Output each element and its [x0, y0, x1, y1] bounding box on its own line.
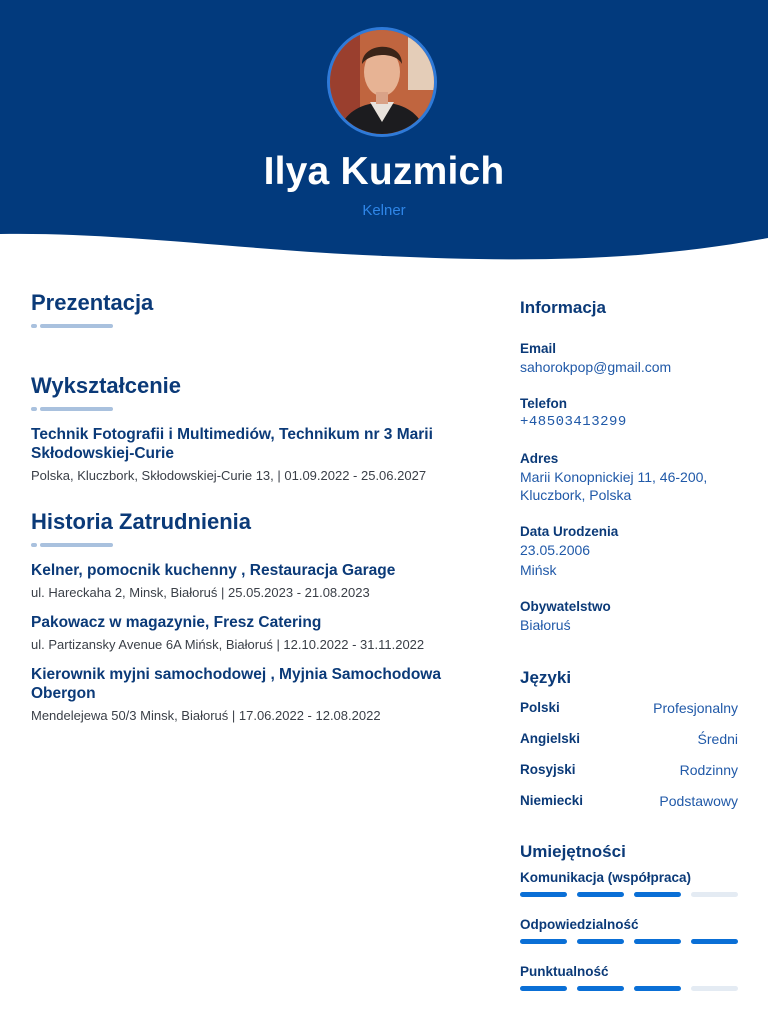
education-item-title: Technik Fotografii i Multimediów, Technikum nr 3 Marii Skłodowskiej-Curie	[31, 426, 433, 462]
education-item-details: Polska, Kluczbork, Skłodowskiej-Curie 13, | 01.09.2022 - 25.06.2027	[31, 468, 427, 483]
language-row	[520, 723, 738, 754]
info-phone	[520, 396, 738, 431]
language-name: Rosyjski	[520, 762, 576, 777]
email-label: Email	[520, 341, 557, 356]
skill-item	[520, 870, 738, 897]
birth-label: Data Urodzenia	[520, 524, 619, 539]
skill-segment-filled	[520, 939, 567, 944]
email-value[interactable]: sahorokpop@gmail.com	[520, 359, 672, 375]
employment-item-details: Mendelejewa 50/3 Minsk, Białoruś | 17.06.2022 - 12.08.2022	[31, 708, 381, 723]
language-name: Angielski	[520, 731, 581, 746]
education-section	[31, 373, 471, 483]
header-banner	[0, 0, 768, 262]
skill-segment-filled	[691, 939, 738, 944]
language-level: Podstawowy	[659, 792, 738, 809]
skill-segment-filled	[577, 892, 624, 897]
skill-segment-filled	[577, 986, 624, 991]
section-title-education: Wykształcenie	[31, 373, 182, 398]
phone-label: Telefon	[520, 396, 567, 411]
birth-place-value: Mińsk	[520, 562, 557, 578]
language-level: Średni	[697, 730, 738, 747]
info-birth	[520, 524, 738, 579]
employment-item-title: Kierownik myjni samochodowej , Myjnia Samochodowa Obergon	[31, 666, 441, 702]
skill-level-bar	[520, 986, 738, 991]
address-value: Marii Konopnickiej 11, 46-200, Kluczbork, Polska	[520, 469, 708, 503]
skill-name: Komunikacja (współpraca)	[520, 870, 692, 885]
section-title-employment: Historia Zatrudnienia	[31, 509, 252, 534]
language-name: Niemiecki	[520, 793, 584, 808]
skills-title: Umiejętności	[520, 842, 626, 861]
education-item	[31, 425, 471, 483]
skill-item	[520, 917, 738, 944]
employment-item-details: ul. Hareckaha 2, Minsk, Białoruś | 25.05.2023 - 21.08.2023	[31, 585, 370, 600]
skill-name: Punktualność	[520, 964, 609, 979]
employment-item	[31, 665, 471, 723]
language-row	[520, 692, 738, 723]
citizenship-label: Obywatelstwo	[520, 599, 611, 614]
employment-item	[31, 613, 471, 652]
info-citizenship	[520, 599, 738, 634]
employment-item-details: ul. Partizansky Avenue 6A Mińsk, Białoruś | 12.10.2022 - 31.11.2022	[31, 637, 425, 652]
languages-title: Języki	[520, 668, 572, 687]
sidebar-column	[520, 298, 738, 991]
phone-value[interactable]: +48503413299	[520, 414, 627, 430]
skill-segment-filled	[520, 892, 567, 897]
info-email	[520, 341, 738, 376]
language-level: Profesjonalny	[653, 699, 738, 716]
employment-item-title: Kelner, pomocnik kuchenny , Restauracja Garage	[31, 562, 396, 579]
section-title-presentation: Prezentacja	[31, 290, 154, 315]
profile-role: Kelner	[362, 202, 406, 219]
presentation-section	[31, 290, 471, 328]
skill-segment-filled	[634, 939, 681, 944]
skills-list	[520, 870, 738, 991]
section-underline	[31, 543, 113, 547]
skill-segment-filled	[634, 986, 681, 991]
birth-date-value: 23.05.2006	[520, 542, 591, 558]
languages-list	[520, 692, 738, 816]
skill-segment-filled	[634, 892, 681, 897]
main-column	[31, 290, 471, 723]
info-title: Informacja	[520, 298, 606, 317]
skill-segment-empty	[691, 986, 738, 991]
skill-name: Odpowiedzialność	[520, 917, 639, 932]
language-row	[520, 785, 738, 816]
skill-segment-empty	[691, 892, 738, 897]
skill-level-bar	[520, 939, 738, 944]
section-underline	[31, 324, 113, 328]
employment-item-title: Pakowacz w magazynie, Fresz Catering	[31, 614, 322, 631]
info-address	[520, 451, 738, 504]
skill-segment-filled	[577, 939, 624, 944]
profile-photo-icon	[330, 30, 434, 134]
section-underline	[31, 407, 113, 411]
avatar	[327, 27, 437, 137]
employment-section	[31, 509, 471, 723]
address-label: Adres	[520, 451, 559, 466]
employment-item	[31, 561, 471, 600]
language-name: Polski	[520, 700, 560, 715]
skill-level-bar	[520, 892, 738, 897]
citizenship-value: Białoruś	[520, 617, 571, 633]
skill-item	[520, 964, 738, 991]
profile-name: Ilya Kuzmich	[263, 150, 505, 193]
skill-segment-filled	[520, 986, 567, 991]
language-level: Rodzinny	[679, 761, 738, 778]
language-row	[520, 754, 738, 785]
